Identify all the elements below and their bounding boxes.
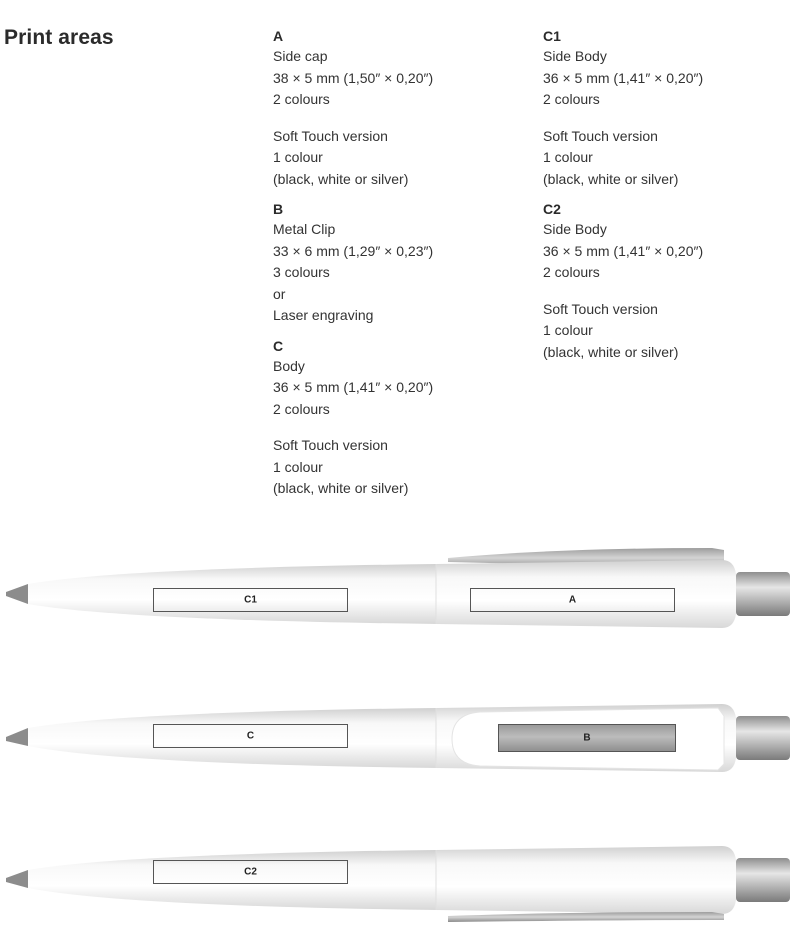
print-area-code: C xyxy=(273,337,284,354)
print-area-spec-b xyxy=(273,199,533,327)
soft-touch-line: Soft Touch version xyxy=(273,127,388,144)
print-area-box-c1: C1 xyxy=(153,588,348,612)
print-area-box-b: B xyxy=(498,724,676,752)
spec-line: 2 colours xyxy=(543,91,600,107)
pen-graphic xyxy=(0,820,800,940)
soft-touch-line: (black, white or silver) xyxy=(273,170,409,187)
soft-touch-line: (black, white or silver) xyxy=(273,480,409,496)
spacer xyxy=(273,111,533,126)
spec-line: 2 colours xyxy=(273,400,330,417)
soft-touch-line: Soft Touch version xyxy=(543,127,658,144)
print-area-spec-a xyxy=(273,26,533,190)
print-area-box-c: C xyxy=(153,724,348,748)
spec-line: 2 colours xyxy=(273,91,330,107)
soft-touch-line: Soft Touch version xyxy=(543,300,658,317)
pen-tip xyxy=(6,584,28,604)
clip-shape xyxy=(448,912,724,922)
soft-touch-line: 1 colour xyxy=(273,458,323,475)
spec-line: Body xyxy=(273,357,305,374)
print-area-details xyxy=(543,46,800,190)
soft-touch-line: 1 colour xyxy=(543,149,593,165)
spec-line: 36 × 5 mm (1,41″ × 0,20″) xyxy=(543,242,704,259)
spacer xyxy=(543,284,800,299)
print-area-code: A xyxy=(273,28,284,44)
pen-tip xyxy=(6,870,28,888)
spec-line: or xyxy=(273,285,286,302)
pen-tip xyxy=(6,728,28,746)
pen-graphic xyxy=(0,540,800,660)
spec-line: 38 × 5 mm (1,50″ × 0,20″) xyxy=(273,69,434,86)
print-area-details xyxy=(543,219,800,363)
pen-cap xyxy=(436,846,736,914)
push-button xyxy=(736,572,790,616)
print-area-code: C2 xyxy=(543,201,561,217)
print-area-details xyxy=(273,219,533,327)
spec-line: 36 × 5 mm (1,41″ × 0,20″) xyxy=(543,69,704,86)
print-area-code: C1 xyxy=(543,28,561,44)
print-area-details xyxy=(273,356,533,500)
spec-line: Side Body xyxy=(543,48,607,64)
print-area-box-c2: C2 xyxy=(153,860,348,884)
soft-touch-line: (black, white or silver) xyxy=(543,343,679,360)
print-area-specs-left xyxy=(273,26,533,509)
print-area-details xyxy=(273,46,533,190)
spec-line: 33 × 6 mm (1,29″ × 0,23″) xyxy=(273,242,434,259)
push-button xyxy=(736,716,790,760)
print-area-spec-c1 xyxy=(543,26,800,190)
spec-line: Side cap xyxy=(273,48,328,64)
print-area-code: B xyxy=(273,201,284,217)
print-area-specs-right xyxy=(543,26,800,372)
spec-line: Laser engraving xyxy=(273,307,374,323)
spec-line: 36 × 5 mm (1,41″ × 0,20″) xyxy=(273,379,434,395)
spacer xyxy=(543,111,800,126)
pen-side-view-bottom xyxy=(0,820,800,940)
pen-illustrations xyxy=(0,540,800,949)
push-button xyxy=(736,858,790,902)
spec-line: Metal Clip xyxy=(273,221,336,237)
soft-touch-line: (black, white or silver) xyxy=(543,170,679,187)
pen-graphic xyxy=(0,680,800,800)
spec-line: 2 colours xyxy=(543,264,600,280)
print-area-spec-c xyxy=(273,336,533,500)
page-title: Print areas xyxy=(4,26,114,49)
soft-touch-line: 1 colour xyxy=(543,322,593,338)
soft-touch-line: 1 colour xyxy=(273,149,323,165)
print-area-box-a: A xyxy=(470,588,675,612)
pen-side-view-top xyxy=(0,540,800,660)
spec-line: 3 colours xyxy=(273,264,330,280)
spacer xyxy=(273,420,533,435)
pen-front-view xyxy=(0,680,800,800)
soft-touch-line: Soft Touch version xyxy=(273,437,388,453)
print-area-spec-c2 xyxy=(543,199,800,363)
spec-line: Side Body xyxy=(543,221,607,237)
